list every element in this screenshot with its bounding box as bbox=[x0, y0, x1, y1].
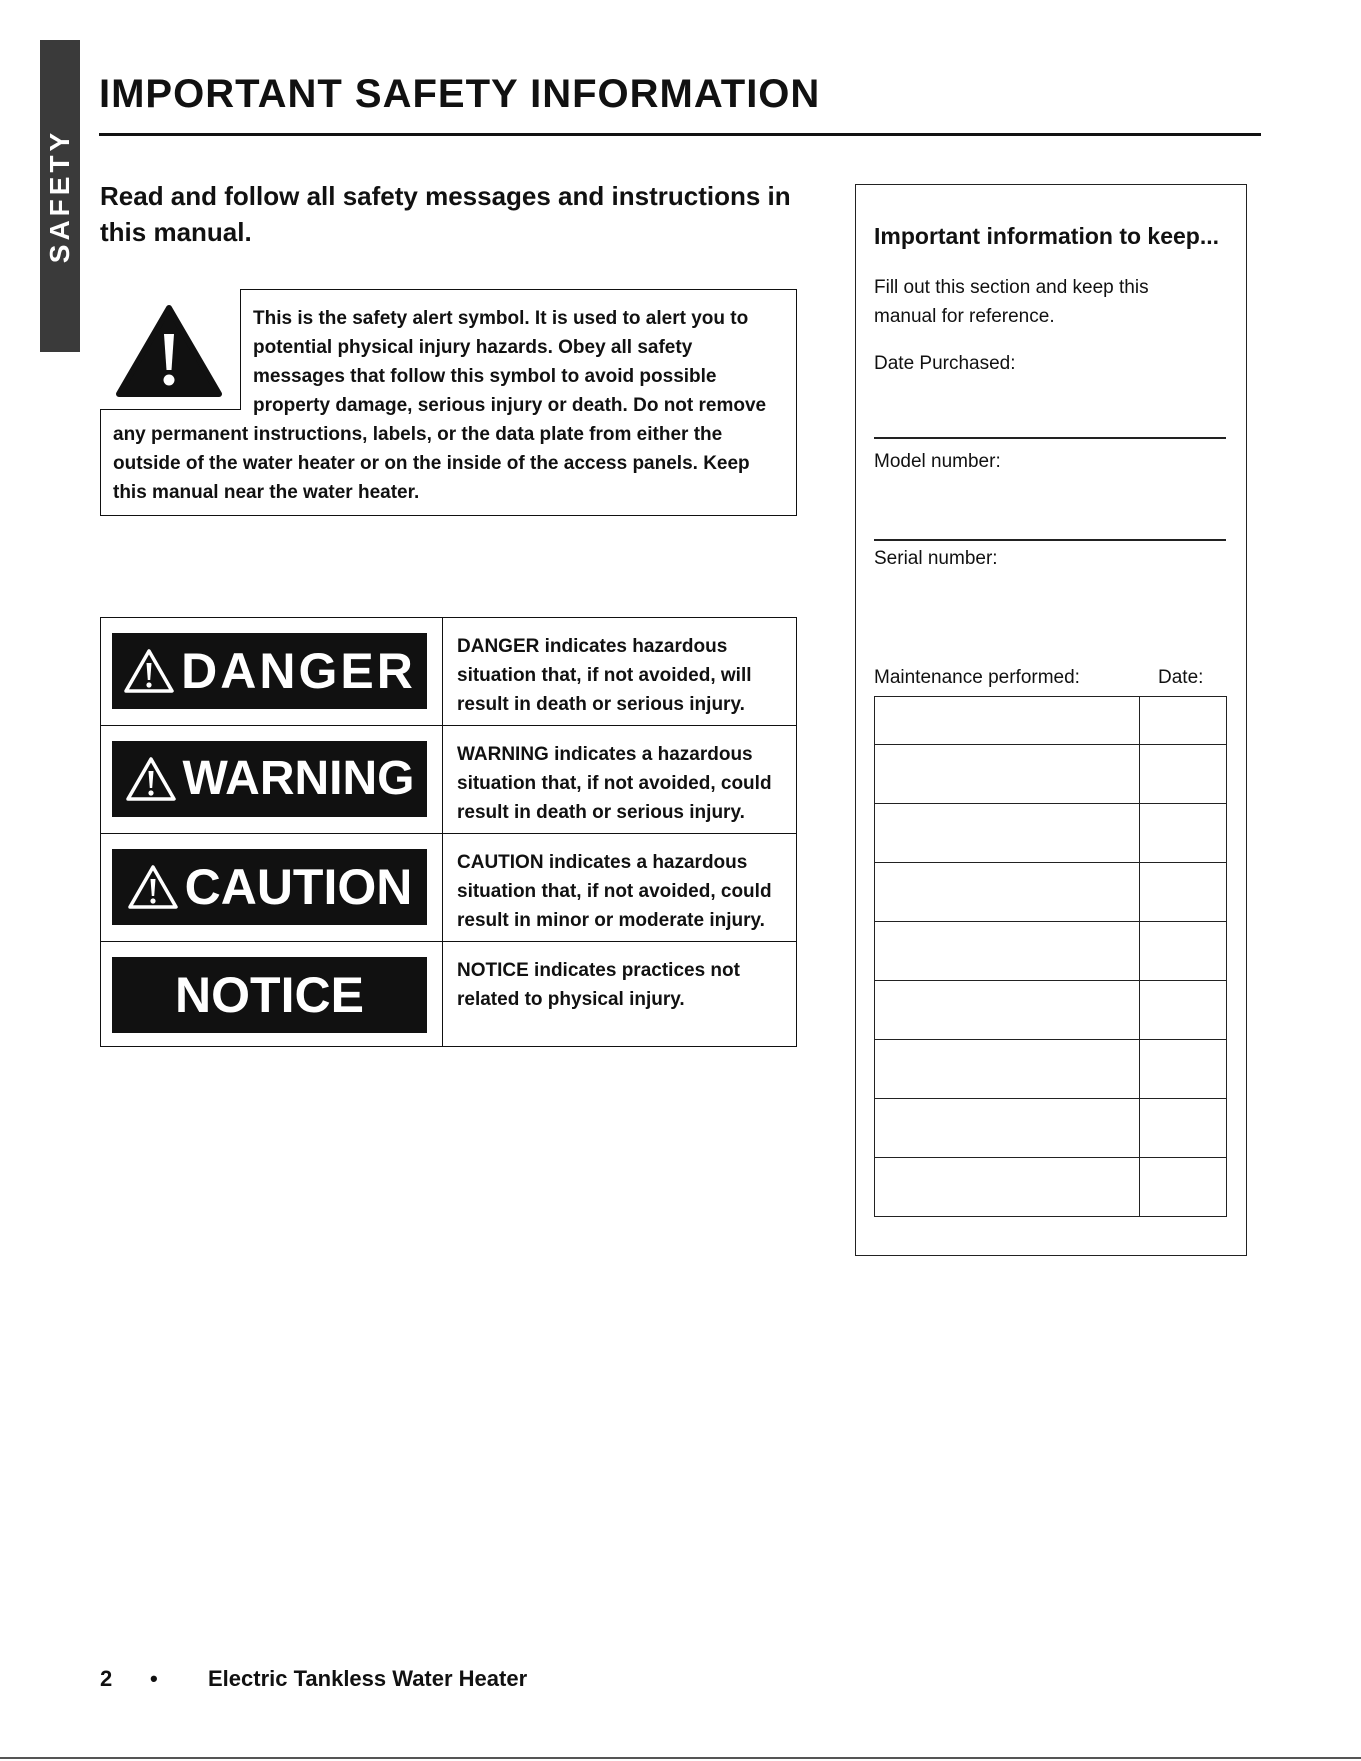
signal-row-caution bbox=[101, 834, 796, 942]
maintenance-date-cell[interactable] bbox=[1140, 1099, 1227, 1158]
page-title: IMPORTANT SAFETY INFORMATION bbox=[99, 72, 821, 116]
keep-info-title: Important information to keep... bbox=[874, 223, 1220, 249]
maintenance-task-cell[interactable] bbox=[875, 981, 1140, 1040]
page-footer bbox=[100, 1666, 527, 1692]
date-purchased-label: Date Purchased: bbox=[874, 353, 1016, 374]
model-number-label: Model number: bbox=[874, 451, 1001, 472]
warning-triangle-icon bbox=[115, 304, 223, 398]
maintenance-date-cell[interactable] bbox=[1140, 863, 1227, 922]
maintenance-date-cell[interactable] bbox=[1140, 1040, 1227, 1099]
title-divider bbox=[99, 133, 1261, 136]
maintenance-task-cell[interactable] bbox=[875, 1040, 1140, 1099]
side-tab-label: SAFETY bbox=[44, 128, 75, 264]
date-purchased-line[interactable] bbox=[874, 437, 1226, 439]
warning-label: WARNING bbox=[182, 752, 415, 805]
safety-alert-box bbox=[100, 289, 797, 516]
danger-description: DANGER indicates hazardous situation that, if not avoided, will result in death or serious injury. bbox=[457, 636, 752, 715]
maintenance-row bbox=[875, 1040, 1227, 1099]
maintenance-task-cell[interactable] bbox=[875, 745, 1140, 804]
signal-row-warning bbox=[101, 726, 796, 834]
warning-description: WARNING indicates a hazardous situation that, if not avoided, could result in death or serious injury. bbox=[457, 744, 772, 823]
signal-badge-cell bbox=[101, 834, 443, 941]
maintenance-task-cell[interactable] bbox=[875, 922, 1140, 981]
maintenance-row bbox=[875, 1158, 1227, 1217]
serial-number-label: Serial number: bbox=[874, 548, 998, 569]
signal-badge-cell bbox=[101, 618, 443, 725]
maintenance-date-cell[interactable] bbox=[1140, 697, 1227, 745]
caution-badge bbox=[112, 849, 427, 925]
footer-bullet: • bbox=[150, 1666, 158, 1691]
maintenance-row bbox=[875, 863, 1227, 922]
maintenance-row bbox=[875, 922, 1227, 981]
model-number-line[interactable] bbox=[874, 539, 1226, 541]
maintenance-label: Maintenance performed: bbox=[874, 667, 1080, 688]
bottom-divider bbox=[0, 1757, 1361, 1759]
notice-description: NOTICE indicates practices not related to physical injury. bbox=[457, 960, 740, 1010]
maintenance-log-table bbox=[874, 696, 1227, 1217]
maintenance-task-cell[interactable] bbox=[875, 863, 1140, 922]
maintenance-date-cell[interactable] bbox=[1140, 804, 1227, 863]
keep-info-box bbox=[855, 184, 1247, 1256]
maintenance-task-cell[interactable] bbox=[875, 697, 1140, 745]
maintenance-row bbox=[875, 1099, 1227, 1158]
maintenance-task-cell[interactable] bbox=[875, 804, 1140, 863]
signal-badge-cell bbox=[101, 726, 443, 833]
notice-badge bbox=[112, 957, 427, 1033]
warning-triangle-icon bbox=[123, 648, 175, 694]
warning-badge bbox=[112, 741, 427, 817]
maintenance-date-cell[interactable] bbox=[1140, 922, 1227, 981]
date-label: Date: bbox=[1158, 667, 1204, 688]
signal-row-notice bbox=[101, 942, 796, 1046]
maintenance-task-cell[interactable] bbox=[875, 1158, 1140, 1217]
maintenance-header bbox=[874, 667, 1226, 689]
danger-label: DANGER bbox=[181, 643, 416, 699]
signal-words-table bbox=[100, 617, 797, 1047]
signal-badge-cell bbox=[101, 942, 443, 1046]
maintenance-date-cell[interactable] bbox=[1140, 1158, 1227, 1217]
caution-label: CAUTION bbox=[184, 859, 413, 915]
maintenance-task-cell[interactable] bbox=[875, 1099, 1140, 1158]
intro-text: Read and follow all safety messages and instructions in this manual. bbox=[100, 181, 791, 247]
danger-badge bbox=[112, 633, 427, 709]
signal-row-danger bbox=[101, 618, 796, 726]
safety-alert-icon-cell bbox=[100, 289, 241, 410]
maintenance-row bbox=[875, 804, 1227, 863]
maintenance-date-cell[interactable] bbox=[1140, 981, 1227, 1040]
warning-triangle-icon bbox=[127, 864, 179, 910]
keep-info-body: Fill out this section and keep this manual for reference. bbox=[874, 277, 1149, 327]
page-number: 2 bbox=[100, 1666, 113, 1691]
maintenance-row bbox=[875, 981, 1227, 1040]
footer-title: Electric Tankless Water Heater bbox=[208, 1666, 528, 1691]
maintenance-row bbox=[875, 745, 1227, 804]
notice-label: NOTICE bbox=[175, 967, 364, 1023]
caution-description: CAUTION indicates a hazardous situation that, if not avoided, could result in minor or moderate injury. bbox=[457, 852, 772, 931]
maintenance-row bbox=[875, 697, 1227, 745]
maintenance-date-cell[interactable] bbox=[1140, 745, 1227, 804]
safety-alert-text: This is the safety alert symbol. It is used to alert you to potential physical injury hazards. Obey all safety messages that follow this symbol to avoid possible property damage, serious injury or death. Do not remove any permanent instructions, labels, or the data plate from either the outside of the water heater or on the inside of the access panels. Keep this manual near the water heater. bbox=[113, 308, 767, 503]
warning-triangle-icon bbox=[125, 756, 177, 802]
safety-side-tab bbox=[40, 40, 80, 352]
